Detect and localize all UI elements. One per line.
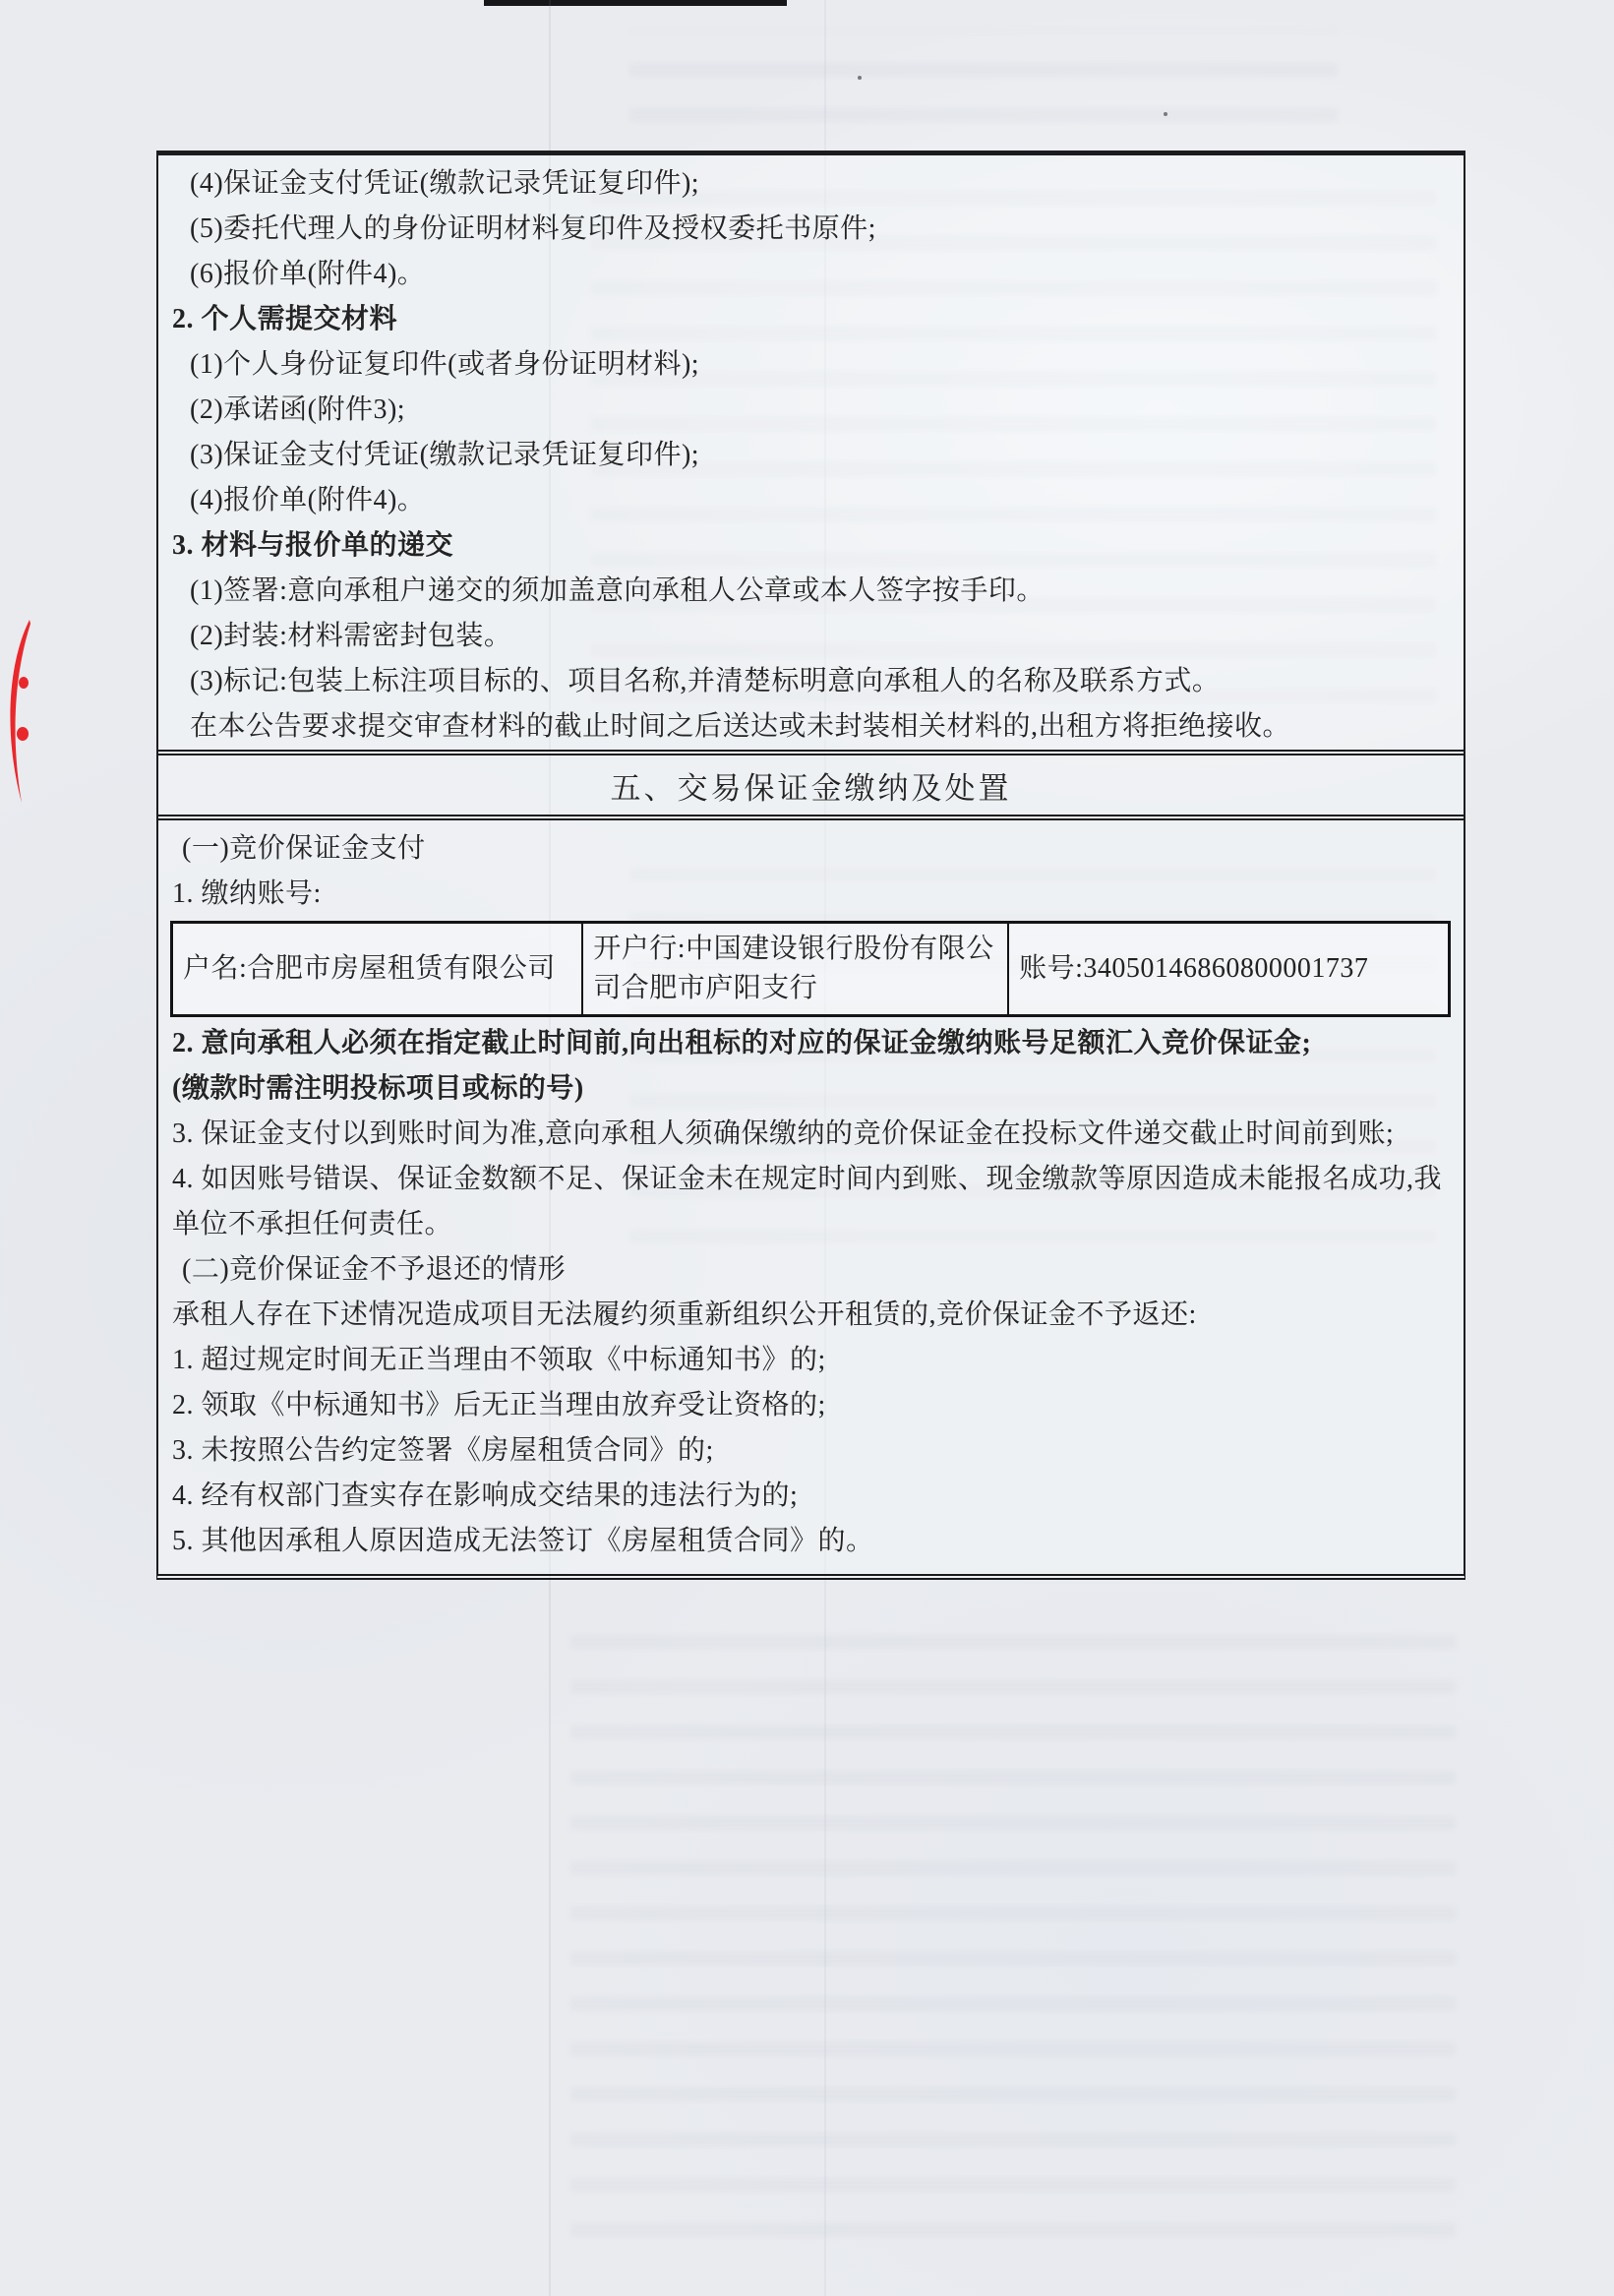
doc-lower-section: [158, 820, 1464, 1574]
doc-line: (2)承诺函(附件3);: [190, 394, 406, 425]
bleedthrough-texture: [570, 1623, 1456, 2253]
doc-line: 2. 领取《中标通知书》后无正当理由放弃受让资格的;: [172, 1390, 826, 1420]
doc-line: (1)个人身份证复印件(或者身份证明材料);: [190, 349, 700, 380]
section-heading: 五、交易保证金缴纳及处置: [158, 750, 1464, 820]
doc-line: (2)封装:材料需密封包装。: [190, 621, 512, 651]
doc-line: 1. 超过规定时间无正当理由不领取《中标通知书》的;: [172, 1345, 826, 1375]
doc-line: (1)签署:意向承租户递交的须加盖意向承租人公章或本人签字按手印。: [190, 575, 1045, 606]
doc-subheading: (一)竞价保证金支付: [182, 833, 426, 864]
cell-account-number: 账号:34050146860800001737: [1019, 953, 1369, 984]
doc-subheading: 2. 个人需提交材料: [172, 304, 398, 334]
scan-speck: [858, 76, 862, 80]
doc-subheading: 3. 材料与报价单的递交: [172, 530, 454, 561]
cell-account-name: 户名:合肥市房屋租赁有限公司: [173, 924, 583, 1014]
document-table: [156, 151, 1465, 1580]
doc-line: 1. 缴纳账号:: [172, 878, 322, 909]
doc-line: 3. 保证金支付以到账时间为准,意向承租人须确保缴纳的竞价保证金在投标文件递交截止时间前到账;: [172, 1118, 1395, 1149]
doc-line: (3)保证金支付凭证(缴款记录凭证复印件);: [190, 440, 700, 470]
doc-upper-section: [158, 155, 1464, 750]
doc-line: (6)报价单(附件4)。: [190, 259, 426, 289]
cell-bank-branch: 开户行:中国建设银行股份有限公司合肥市庐阳支行: [583, 924, 1009, 1014]
doc-line: 2. 意向承租人必须在指定截止时间前,向出租标的对应的保证金缴纳账号足额汇入竞价保证金;: [172, 1028, 1312, 1058]
scanner-black-strip: [484, 0, 787, 6]
doc-line: 3. 未按照公告约定签署《房屋租赁合同》的;: [172, 1435, 714, 1466]
doc-subheading: (二)竞价保证金不予退还的情形: [182, 1254, 567, 1285]
doc-line: 在本公告要求提交审查材料的截止时间之后送达或未封装相关材料的,出租方将拒绝接收。: [190, 711, 1291, 742]
doc-line: 5. 其他因承租人原因造成无法签订《房屋租赁合同》的。: [172, 1526, 874, 1556]
scan-speck: [1164, 112, 1167, 116]
doc-line: (4)报价单(附件4)。: [190, 485, 426, 515]
doc-line: (4)保证金支付凭证(缴款记录凭证复印件);: [190, 168, 700, 199]
doc-line: 4. 经有权部门查实存在影响成交结果的违法行为的;: [172, 1480, 799, 1511]
doc-line: (缴款时需注明投标项目或标的号): [172, 1073, 584, 1104]
bleedthrough-texture: [629, 30, 1338, 138]
doc-line: 承租人存在下述情况造成项目无法履约须重新组织公开租赁的,竞价保证金不予返还:: [172, 1299, 1197, 1330]
deposit-account-table: [170, 921, 1451, 1017]
red-pen-mark: [2, 618, 35, 805]
doc-line: (5)委托代理人的身份证明材料复印件及授权委托书原件;: [190, 213, 876, 244]
doc-line: 4. 如因账号错误、保证金数额不足、保证金未在规定时间内到账、现金缴款等原因造成未能报名成功,我单位不承担任何责任。: [172, 1164, 1443, 1239]
doc-line: (3)标记:包装上标注项目标的、项目名称,并清楚标明意向承租人的名称及联系方式。: [190, 666, 1221, 696]
